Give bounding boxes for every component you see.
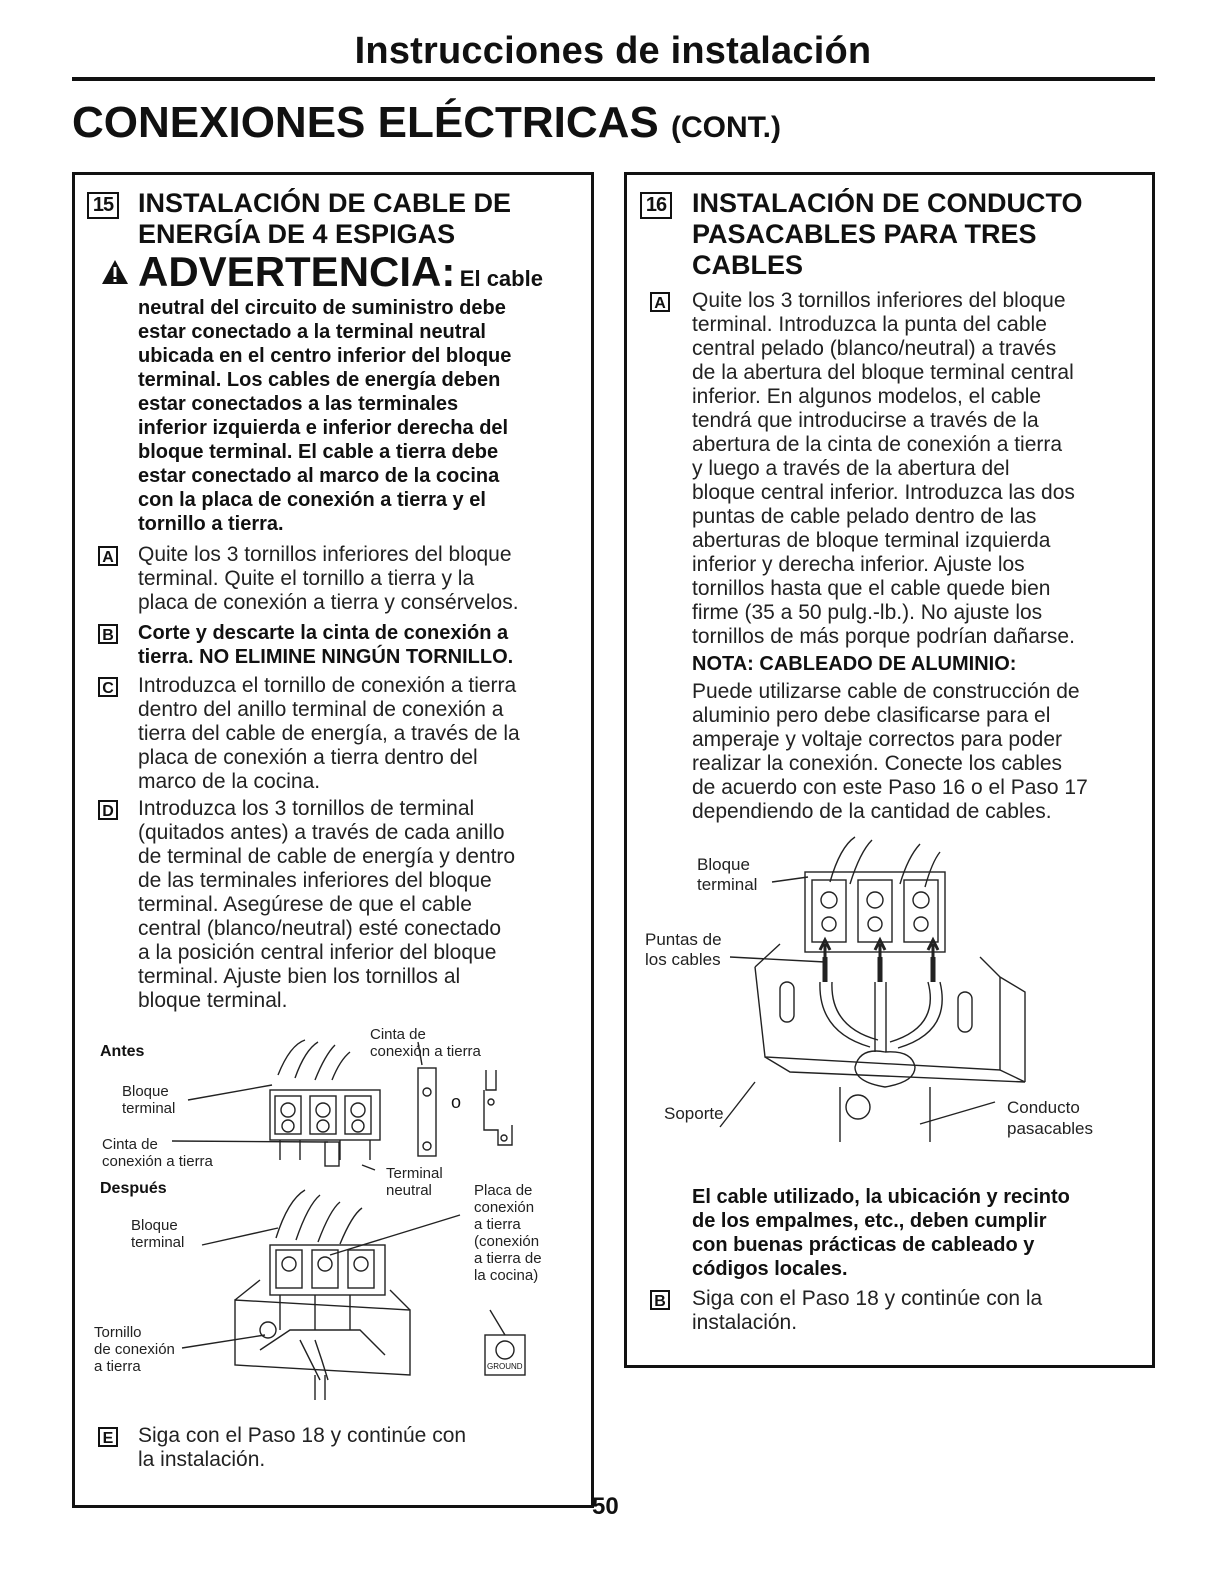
step-16b-label: B: [650, 1290, 670, 1311]
diagram-terminal-neutral: Terminal neutral: [386, 1165, 443, 1199]
diagram-ground-text: GROUND: [487, 1362, 523, 1371]
step-b-label: B: [98, 624, 118, 645]
warning-icon: [100, 258, 130, 291]
section-title-cont: (CONT.): [670, 111, 781, 144]
step-a-label: A: [98, 546, 118, 567]
page-header-title: Instrucciones de instalación: [354, 30, 872, 72]
diagram-bloque-terminal: Bloque terminal: [697, 855, 758, 894]
step-c-label: C: [98, 677, 118, 698]
step-16-number: 16: [640, 192, 672, 219]
step-d-label: D: [98, 800, 118, 821]
diagram-conducto: Conducto pasacables: [1007, 1098, 1094, 1138]
diagram-soporte: Soporte: [664, 1104, 724, 1123]
step-a-text: Quite los 3 tornillos inferiores del bloque terminal. Quite el tornillo a tierra y la placa de conexión a tierra y consérvelos.: [138, 543, 519, 614]
diagram-despues-label: Después: [100, 1180, 167, 1197]
step-16-title: INSTALACIÓN DE CONDUCTO PASACABLES PARA TRES CABLES: [692, 188, 1083, 280]
diagram-antes-label: Antes: [100, 1043, 145, 1060]
diagram-bloque-top: Bloque terminal: [122, 1083, 176, 1117]
step-16a-label: A: [650, 292, 670, 313]
warning-word: ADVERTENCIA:: [138, 248, 456, 295]
diagram-cinta-left: Cinta de conexión a tierra: [102, 1136, 213, 1170]
step-c-text: Introduzca el tornillo de conexión a tierra dentro del anillo terminal de conexión a tierra del cable de energía, a través de la placa de conexión a tierra dentro del marco de la cocina.: [138, 674, 520, 793]
header-rule: [72, 77, 1155, 81]
diagram-puntas: Puntas de los cables: [645, 930, 722, 969]
diagram-cinta-top: Cinta de conexión a tierra: [370, 1026, 481, 1060]
step-15-title: INSTALACIÓN DE CABLE DE ENERGÍA DE 4 ESPIGAS: [138, 188, 512, 249]
warning-heading: [138, 250, 543, 294]
step-e-text: Siga con el Paso 18 y continúe con la instalación.: [138, 1424, 467, 1471]
warning-lead: El cable: [459, 266, 543, 291]
nota-text: Puede utilizarse cable de construcción de aluminio pero debe clasificarse para el amperaje y voltaje correctos para poder realizar la conexión. Conecte los cables de acuerdo con este Paso 16 o el Paso 17 dependiendo de la cantidad de cables.: [692, 680, 1088, 823]
section-title-text: CONEXIONES ELÉCTRICAS: [72, 98, 659, 147]
nota-title: NOTA: CABLEADO DE ALUMINIO:: [692, 653, 1017, 675]
diagram-bloque-bottom: Bloque terminal: [131, 1217, 185, 1251]
step-d-text: Introduzca los 3 tornillos de terminal (quitados antes) a través de cada anillo de terminal de cable de energía y dentro de las terminales inferiores del bloque terminal. Asegúrese de que el cable central (blanco/neutral) esté conectado a la posición central inferior del bloque terminal. Ajuste bien los tornillos al bloque terminal.: [138, 797, 516, 1012]
section-title: [72, 98, 781, 148]
diagram-tornillo: Tornillo de conexión a tierra: [94, 1324, 175, 1375]
step-16b-text: Siga con el Paso 18 y continúe con la instalación.: [692, 1287, 1043, 1334]
step-15-number: 15: [87, 192, 119, 219]
step-b-text: Corte y descarte la cinta de conexión a tierra. NO ELIMINE NINGÚN TORNILLO.: [138, 622, 514, 668]
step-16a-text: Quite los 3 tornillos inferiores del bloque terminal. Introduzca la punta del cable central pelado (blanco/neutral) a través de la abertura del bloque terminal central inferior. En algunos modelos, el cable tendrá que introducirse a través de la abertura de la cinta de conexión a tierra y luego a través de la abertura del bloque central inferior. Introduzca las dos puntas de cable pelado dentro de las aberturas de bloque terminal izquierda inferior y derecha inferior. Ajuste los tornillos hasta que el cable quede bien firme (35 a 50 pulg.-lb.). No ajuste los tornillos de más porque podrían dañarse.: [692, 289, 1075, 648]
cable-note: El cable utilizado, la ubicación y recinto de los empalmes, etc., deben cumplir con buenas prácticas de cableado y códigos locales.: [692, 1186, 1070, 1280]
step-e-label: E: [98, 1427, 118, 1448]
page-number: 50: [592, 1493, 619, 1520]
diagram-placa: Placa de conexión a tierra (conexión a tierra de la cocina): [474, 1182, 542, 1284]
diagram-o-text: o: [451, 1092, 462, 1112]
warning-text: neutral del circuito de suministro debe estar conectado a la terminal neutral ubicada en el centro inferior del bloque terminal. Los cables de energía deben estar conectados a las terminales inferior izquierda e inferior derecha del bloque terminal. El cable a tierra debe estar conectado al marco de la cocina con la placa de conexión a tierra y el tornillo a tierra.: [138, 297, 512, 535]
